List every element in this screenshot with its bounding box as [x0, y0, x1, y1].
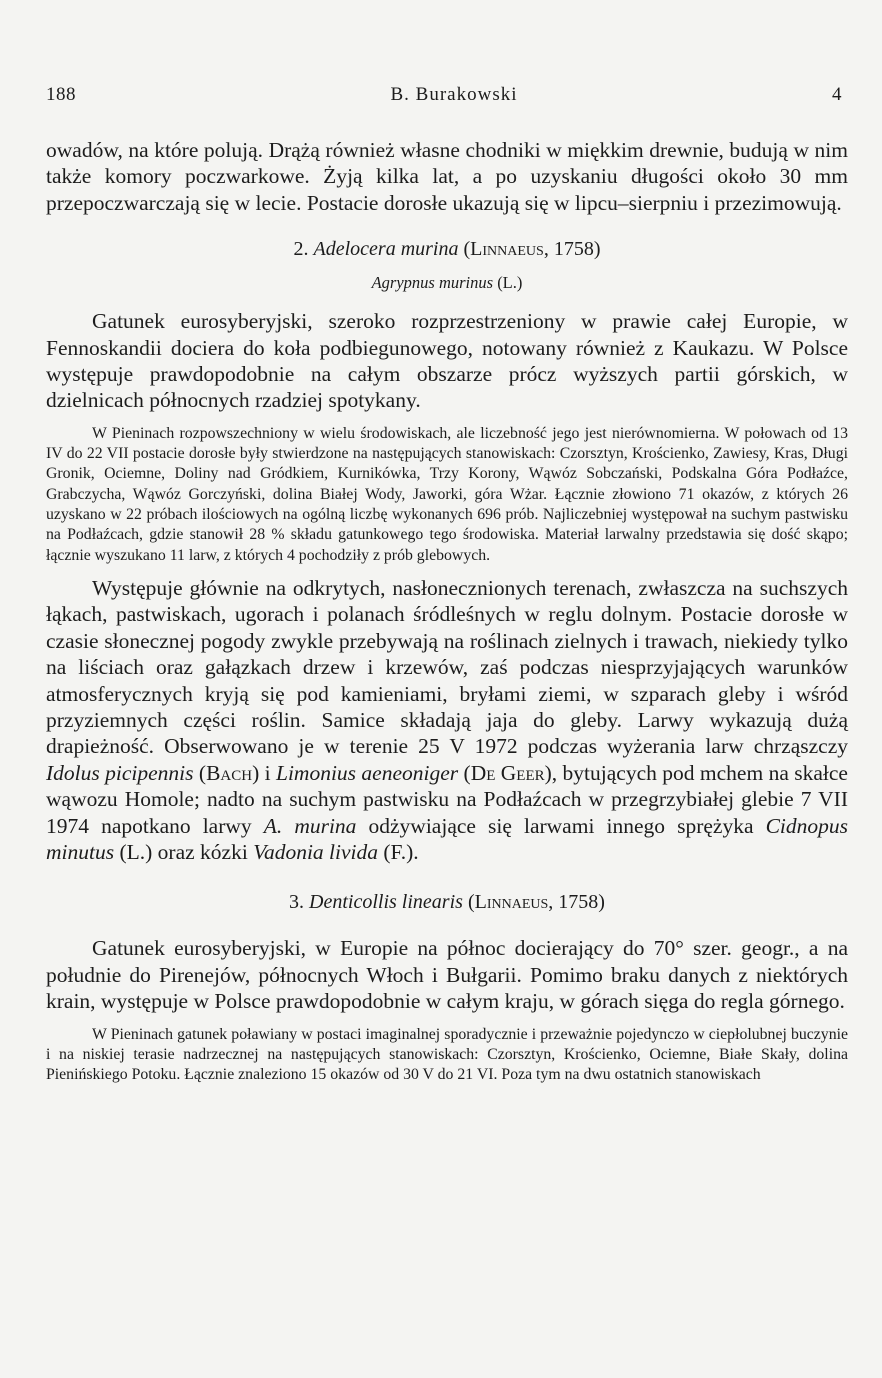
species-authority: Linnaeus	[474, 891, 549, 914]
paren: (	[463, 238, 471, 261]
taxon-a-murina: A. murina	[263, 813, 357, 838]
running-header	[46, 84, 842, 106]
synonym-line	[46, 272, 848, 294]
species-number: 3.	[289, 891, 305, 914]
species-heading-3	[46, 889, 848, 915]
text: (	[193, 760, 207, 785]
species-year: , 1758)	[543, 238, 601, 261]
pieniny-paragraph: W Pieninach rozpowszechniony w wielu środowiskach, ale liczebność jego jest nierównomierna. W połowach od 13 IV do 22 VII postacie dorosłe były stwierdzone na następujących stanowiskach: Czorsztyn, Krościenko, Zawiesy, Kras, Długi Gronik, Ociemne, Doliny nad Gródkiem, Kurnikówka, Trzy Korony, Wąwóz Sobczański, Podskalna Góra Podłaźce, Grabczycha, Wąwóz Gorczyński, dolina Białej Wody, Jaworki, góra Wżar. Łącznie złowiono 71 okazów, z których 26 uzyskano w 22 próbach ilościowych na ogólną liczbę wykonanych 696 prób. Najliczebniej występował na suchym pastwisku na Podłaźcach, gdzie stanowił 28 % składu gatunkowego tego środowiska. Materiał larwalny przedstawia się dość skąpo; łącznie wyszukano 11 larw, z których 4 pochodziły z prób glebowych.	[46, 424, 848, 564]
text: (L.) oraz kózki	[114, 839, 254, 864]
synonym-author: (L.)	[497, 273, 523, 293]
page-content	[46, 137, 848, 1086]
text: Występuje głównie na odkrytych, nasłonecznionych terenach, zwłaszcza na suchszych łąkach, pastwiskach, ugorach i polanach śródleśnych w reglu dolnym. Postacie dorosłe w czasie słonecznej pogody zwykle przebywają na roślinach zielnych i trawach, niekiedy tylko na liściach oraz gałązkach drzew i krzewów, zaś podczas niesprzyjających warunków atmosferycznych kryją się pod kamieniami, bryłami ziemi, w szparach gleby i wśród przyziemnych części roślin. Samice składają jaja do gleby. Larwy wykazują dużą drapieżność. Obserwowano je w terenie 25 V 1972 podczas wyżerania larw chrząszczy	[46, 575, 848, 759]
text: odżywiające się larwami innego sprężyka	[356, 813, 766, 838]
page-number: 188	[46, 84, 76, 105]
species-name: Adelocera murina	[313, 238, 459, 261]
taxon-cidnopus: Cidnopus minutus	[46, 813, 848, 864]
intro-paragraph: owadów, na które polują. Drążą również własne chodniki w miękkim drewnie, budują w nim także komory poczwarkowe. Żyją kilka lat, a po uzyskaniu długości około 30 mm przepoczwarczają się w lecie. Postacie dorosłe ukazują się w lipcu–sierpniu i przezimowują.	[46, 138, 848, 215]
species-name: Denticollis linearis	[309, 891, 463, 914]
running-author: B. Burakowski	[390, 84, 518, 105]
species-authority: Linnaeus	[470, 238, 544, 261]
synonym-name: Agrypnus murinus	[371, 273, 494, 293]
taxon-vadonia: Vadonia livida	[253, 839, 378, 864]
text: (F.).	[378, 839, 419, 864]
paren: (	[467, 891, 475, 914]
biology-paragraph	[46, 575, 848, 865]
author-bach: Bach	[206, 760, 253, 785]
text: ), bytujących pod mchem na skałce wąwozu Homole; nadto na suchym pastwisku na Podłaźcach w przegrzybiałej glebie 7 VII 1974 napotkano larwy	[46, 760, 848, 838]
species-heading-2	[46, 236, 848, 262]
text: ) i	[252, 760, 276, 785]
text: (	[458, 760, 471, 785]
pieniny-paragraph: W Pieninach gatunek poławiany w postaci imaginalnej sporadycznie i przeważnie pojedynczo w ciepłolubnej buczynie i na niskiej terasie nadrzecznej na następujących stanowiskach: Czorsztyn, Krościenko, Ociemne, Białe Skały, dolina Pienińskiego Potoku. Łącznie znaleziono 15 okazów od 30 V do 21 VI. Poza tym na dwu ostatnich stanowiskach	[46, 1025, 848, 1084]
species-year: , 1758)	[548, 891, 605, 914]
running-header-right: 4	[832, 84, 842, 105]
taxon-idolus: Idolus picipennis	[46, 760, 194, 785]
species-number: 2.	[293, 238, 309, 261]
taxon-limonius: Limonius aeneoniger	[276, 760, 459, 785]
distribution-paragraph: Gatunek eurosyberyjski, szeroko rozprzestrzeniony w prawie całej Europie, w Fennoskandii dociera do koła podbiegunowego, notowany również z Kaukazu. W Polsce występuje prawdopodobnie na całym obszarze prócz wyższych partii górskich, w dzielnicach północnych rzadziej spotykany.	[46, 309, 848, 413]
author-degeer: De Geer	[470, 760, 545, 785]
distribution-paragraph: Gatunek eurosyberyjski, w Europie na północ docierający do 70° szer. geogr., a na południe do Pirenejów, północnych Włoch i Bułgarii. Pomimo braku danych z niektórych krain, występuje w Polsce prawdopodobnie w całym kraju, w górach sięga do regla górnego.	[46, 936, 848, 1014]
